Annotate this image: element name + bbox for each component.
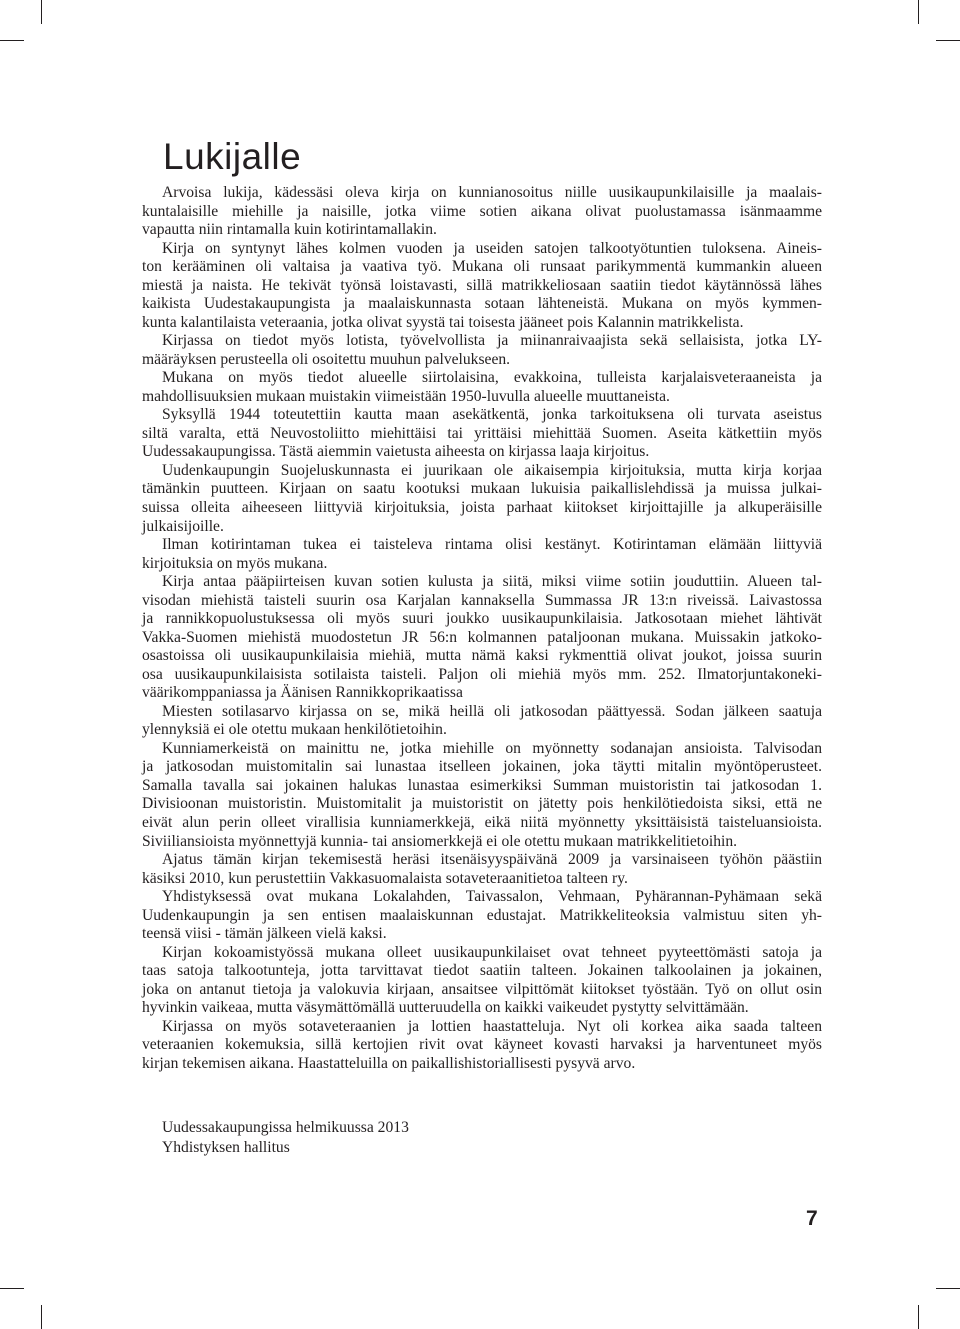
paragraph-line: Siviiliansioista myönnettyjä kunnia- tai ansiomerkkejä ei ole otettu mukaan matrikkelitietoihin. [142,832,738,850]
paragraph-line: ton kerääminen oli valtaisa ja vaativa työ. Mukana oli runsaat parikymmentä kummankin alueen [142,258,822,276]
paragraph-line: tämänkin puutteen. Kirjaan on saatu kootuksi mukaan lukuisia paikallislehdissä ja muissa julkai- [142,480,822,498]
crop-mark-top-right-vertical [918,0,919,24]
paragraph-line: julkaisijoille. [142,517,224,535]
paragraph-line: kunta kalantilaista veteraania, jotka olivat syystä tai toisesta jääneet pois Kalannin matrikkelista. [142,313,744,331]
paragraph-line: eivät alun perin olleet virallisia kunniamerkkejä, eikä niitä myönnetty yksittäisistä taisteluansioista. [142,814,822,832]
crop-mark-top-left-horizontal [0,40,24,41]
page-number: 7 [806,1207,818,1230]
paragraph-line: kaikista Uudestakaupungista ja maalaiskunnasta sotaan lähteneistä. Mukana on myös kymmen- [142,295,822,313]
paragraph-line: osa uusikaupunkilaisista sotilaista taisteli. Paljon oli miehiä myös mm. 252. Ilmatorjuntakoneki- [142,665,822,683]
paragraph-line: ja rannikkopuolustuksessa oli myös suuri joukko uusikaupunkilaisia. Jatkosotaan miehet lähtivät [142,610,822,628]
paragraph-line: kirjan tekemisen aikana. Haastatteluilla on paikallishistoriallisesti pysyvä arvo. [142,1054,636,1072]
crop-mark-bottom-left-horizontal [0,1288,24,1289]
paragraph-line: väärikomppaniassa ja Äänisen Rannikkoprikaatissa [142,684,463,702]
paragraph-line: Divisioonan muistoristin. Muistomitalit ja muistoristit on jätetty pois henkilötiedoista siksi, että ne [142,795,822,813]
crop-mark-top-right-horizontal [936,40,960,41]
paragraph-line: Uudenkaupungin ja sen entisen maalaiskunnan edustajat. Matrikkeliteoksia valmistuu siten yh- [142,906,822,924]
paragraph-first-line: Ilman kotirintaman tukea ei taisteleva rintama olisi kestänyt. Kotirintaman elämään liittyviä [162,536,822,554]
paragraph-first-line: Miesten sotilasarvo kirjassa on se, mikä heillä oli jatkosodan päättyessä. Sodan jälkeen saatuja [162,702,822,720]
crop-mark-bottom-right-horizontal [936,1288,960,1289]
paragraph-line: siltä varalta, että Neuvostoliitto miehittäisi tai yrittäisi miehittää Suomen. Aseita kätkettiin myös [142,424,822,442]
paragraph-line: mahdollisuuksien mukaan muistakin viimeistään 1950-luvulla alueelle muuttaneista. [142,387,670,405]
crop-mark-bottom-left-vertical [41,1305,42,1329]
paragraph-line: ylennyksiä ei ole otettu mukaan henkilötietoihin. [142,721,447,739]
paragraph-first-line: Yhdistyksessä ovat mukana Lokalahden, Taivassalon, Vehmaan, Pyhärannan-Pyhämaan sekä [162,888,822,906]
paragraph-line: Uudessakaupungissa. Tästä aiemmin vaietusta aiheesta on kirjassa laaja kirjoitus. [142,443,650,461]
signature-place-date: Uudessakaupungissa helmikuussa 2013 [162,1119,409,1136]
paragraph-first-line: Kirjan kokoamistyössä mukana olleet uusikaupunkilaiset ovat tehneet pyyteettömästi satoja ja [162,943,822,961]
paragraph-first-line: Syksyllä 1944 toteutettiin kautta maan asekätkentä, jonka tarkoituksena oli turvata aseistus [162,406,822,424]
paragraph-line: osastoissa oli uusikaupunkilaisia miehiä, mutta nämä kaksi rykmenttiä olivat joukot, joissa suurin [142,647,822,665]
paragraph-first-line: Uudenkaupungin Suojeluskunnasta ei juurikaan ole aikaisempia kirjoituksia, mutta kirja korjaa [162,461,822,479]
crop-mark-bottom-right-vertical [918,1305,919,1329]
paragraph-line: visodan miehistä taisteli suurin osa Karjalan kannaksella Summassa JR 13:n riveissä. Laivastossa [142,591,822,609]
paragraph-line: suissa olleita aiheeseen liittyviä kirjoituksia, joista parhaat kiitokset kirjoittajille ja alkuperäisille [142,499,822,516]
paragraph-line: kuntalaisille miehille ja naisille, jotka viime sotien aikana olivat puolustamassa isänmaamme [142,202,822,220]
paragraph-line: miestä ja naista. He tekivät työnsä loistavasti, sillä matrikkeliosaan saatiin tiedot käytännössä lähes [142,276,822,294]
paragraph-line: määräyksen perusteella oli osoitettu muuhun palvelukseen. [142,350,511,368]
crop-mark-top-left-vertical [41,0,42,24]
paragraph-line: vapautta niin rintamalla kuin kotirintamallakin. [142,221,437,239]
page-title: Lukijalle [163,136,302,177]
paragraph-first-line: Kirjassa on tiedot myös lotista, työvelvollista ja miinanraivaajista sekä sellaisista, jotka LY- [162,332,822,350]
paragraph-first-line: Kirja on syntynyt lähes kolmen vuoden ja useiden satojen talkootyötuntien tuloksena. Aineis- [162,239,822,257]
paragraph-line: ja jatkosodan muistomitalin sai lunastaa itselleen jokainen, joka täytti mitalin myöntöperusteet. [142,758,822,776]
paragraph-line: Samalla tavalla sai jokainen halukas lunastaa esimerkiksi Summan muistoristin tai jatkosodan 1. [142,776,822,794]
paragraph-first-line: Mukana on myös tiedot alueelle siirtolaisina, evakkoina, tulleista karjalaisveteraaneista ja [162,369,822,387]
paragraph-line: käsiksi 2010, kun perustettiin Vakkasuomalaista sotaveteraanitietoa talteen ry. [142,869,628,887]
paragraph-first-line: Kirja antaa pääpiirteisen kuvan sotien kulusta ja siitä, miksi viime sotiin jouduttiin. Alueen tal- [162,573,822,591]
signature-signer: Yhdistyksen hallitus [162,1139,290,1156]
paragraph-first-line: Arvoisa lukija, kädessäsi oleva kirja on kunnianosoitus niille uusikaupunkilaisille ja maalais- [162,184,822,201]
paragraph-line: hyvinkin vaikeaa, mutta väsymättömällä uutteruudella on kaikki vaikeudet pystytty selvittämään. [142,999,749,1017]
paragraph-line: kirjoituksia on myös mukana. [142,554,328,572]
paragraph-first-line: Kunniamerkeistä on mainittu ne, jotka miehille on myönnetty sodanajan ansioista. Talvisodan [162,739,822,757]
paragraph-first-line: Ajatus tämän kirjan tekemisestä heräsi itsenäisyyspäivänä 2009 ja varsinaiseen työhön päästiin [162,851,822,869]
paragraph-line: veteraanien kokemuksia, sillä kertojien rivit ovat käyneet kovasti harvaksi ja harventuneet myös [142,1036,822,1054]
paragraph-line: joka on antanut tietoja ja valokuvia kirjaan, ansaitsee vilpittömät kiitokset työstään. Työ on ollut osin [142,980,822,998]
paragraph-line: taas satoja talkootunteja, jotta tarvittavat tiedot saatiin talteen. Jokainen talkoolainen ja jokainen, [142,962,822,980]
paragraph-line: Vakka-Suomen miehistä muodostetun JR 56:n kolmannen pataljoonan mukana. Muissakin jatkoko- [142,628,822,646]
paragraph-first-line: Kirjassa on myös sotaveteraanien ja lottien haastatteluja. Nyt oli korkea aika saada talteen [162,1017,822,1035]
paragraph-line: teensä viisi - tämän jälkeen vielä kaksi. [142,925,387,943]
